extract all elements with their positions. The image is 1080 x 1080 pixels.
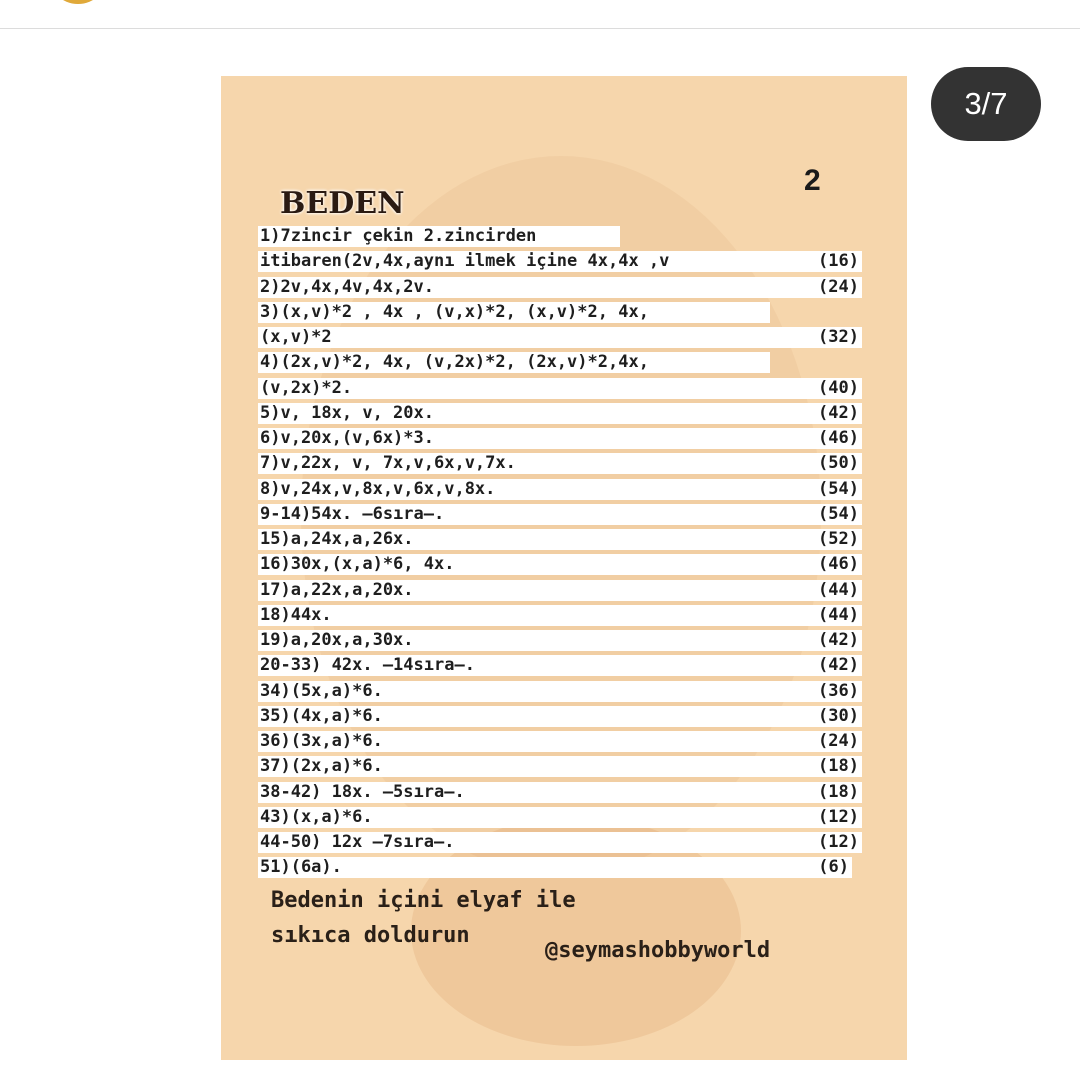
pattern-row <box>258 782 862 803</box>
pattern-row <box>258 277 862 298</box>
row-stitch-count: (52) <box>818 529 859 549</box>
pattern-row <box>258 605 862 626</box>
row-instruction: 17)a,22x,a,20x. <box>260 579 414 600</box>
row-instruction: 18)44x. <box>260 604 332 625</box>
pattern-row <box>258 706 862 727</box>
row-instruction: (v,2x)*2. <box>260 377 353 398</box>
row-stitch-count: (18) <box>818 756 859 777</box>
row-instruction: (x,v)*2 <box>260 327 332 347</box>
row-stitch-count: (30) <box>818 705 859 726</box>
row-stitch-count: (40) <box>818 377 859 398</box>
pattern-row <box>258 302 770 323</box>
row-stitch-count: (24) <box>818 276 859 297</box>
row-instruction: 8)v,24x,v,8x,v,6x,v,8x. <box>260 478 496 499</box>
row-instruction: 51)(6a). <box>260 857 342 878</box>
row-stitch-count: (46) <box>818 428 859 448</box>
row-instruction: 35)(4x,a)*6. <box>260 705 383 726</box>
pattern-row <box>258 731 862 752</box>
row-instruction: 7)v,22x, v, 7x,v,6x,v,7x. <box>260 453 516 474</box>
row-instruction: itibaren(2v,4x,aynı ilmek içine 4x,4x ,v <box>260 251 670 272</box>
row-stitch-count: (42) <box>818 402 859 423</box>
footer-note-line2: sıkıca doldurun <box>271 923 470 948</box>
author-handle: @seymashobbyworld <box>545 938 771 963</box>
pattern-row <box>258 554 862 575</box>
row-instruction: 6)v,20x,(v,6x)*3. <box>260 428 434 448</box>
pattern-row <box>258 681 862 702</box>
row-stitch-count: (24) <box>818 731 859 751</box>
row-stitch-count: (54) <box>818 478 859 499</box>
profile-avatar-ring[interactable] <box>48 0 108 4</box>
pattern-row <box>258 453 862 474</box>
row-stitch-count: (18) <box>818 781 859 802</box>
row-instruction: 20-33) 42x. —14sıra—. <box>260 655 475 676</box>
row-stitch-count: (42) <box>818 630 859 650</box>
row-instruction: 1)7zincir çekin 2.zincirden <box>260 226 537 246</box>
post-image[interactable] <box>221 76 907 1060</box>
row-stitch-count: (54) <box>818 503 859 524</box>
pattern-row <box>258 428 862 449</box>
row-instruction: 5)v, 18x, v, 20x. <box>260 402 434 423</box>
row-instruction: 4)(2x,v)*2, 4x, (v,2x)*2, (2x,v)*2,4x, <box>260 352 649 373</box>
pattern-row <box>258 226 620 247</box>
row-instruction: 37)(2x,a)*6. <box>260 756 383 777</box>
pattern-row <box>258 327 862 348</box>
row-stitch-count: (6) <box>818 857 849 878</box>
pattern-row <box>258 378 862 399</box>
row-stitch-count: (36) <box>818 680 859 701</box>
row-instruction: 3)(x,v)*2 , 4x , (v,x)*2, (x,v)*2, 4x, <box>260 301 649 322</box>
row-stitch-count: (50) <box>818 453 859 474</box>
row-instruction: 43)(x,a)*6. <box>260 806 373 827</box>
pattern-row <box>258 857 852 878</box>
row-instruction: 16)30x,(x,a)*6, 4x. <box>260 554 455 575</box>
row-instruction: 9-14)54x. —6sıra—. <box>260 503 445 524</box>
row-stitch-count: (32) <box>818 327 859 347</box>
row-instruction: 15)a,24x,a,26x. <box>260 529 414 549</box>
pattern-row <box>258 479 862 500</box>
pattern-row <box>258 251 862 272</box>
pattern-row <box>258 352 770 373</box>
page-number: 2 <box>804 164 821 197</box>
row-stitch-count: (44) <box>818 604 859 625</box>
pattern-row <box>258 655 862 676</box>
row-stitch-count: (44) <box>818 579 859 600</box>
row-instruction: 19)a,20x,a,30x. <box>260 630 414 650</box>
row-instruction: 38-42) 18x. —5sıra—. <box>260 781 465 802</box>
pattern-row <box>258 504 862 525</box>
pattern-row <box>258 529 862 550</box>
pattern-row <box>258 630 862 651</box>
image-counter-badge: 3/7 <box>931 67 1041 141</box>
row-instruction: 36)(3x,a)*6. <box>260 731 383 751</box>
row-stitch-count: (16) <box>818 251 859 272</box>
pattern-title: BEDEN <box>280 186 405 221</box>
footer-note-line1: Bedenin içini elyaf ile <box>271 888 576 913</box>
row-instruction: 34)(5x,a)*6. <box>260 680 383 701</box>
pattern-row <box>258 580 862 601</box>
top-bar <box>0 0 1080 29</box>
row-stitch-count: (46) <box>818 554 859 575</box>
row-instruction: 2)2v,4x,4v,4x,2v. <box>260 276 434 297</box>
row-stitch-count: (12) <box>818 806 859 827</box>
pattern-row <box>258 832 862 853</box>
row-stitch-count: (42) <box>818 655 859 676</box>
pattern-row <box>258 403 862 424</box>
pattern-row <box>258 807 862 828</box>
row-instruction: 44-50) 12x —7sıra—. <box>260 832 455 852</box>
row-stitch-count: (12) <box>818 832 859 852</box>
pattern-row <box>258 756 862 777</box>
